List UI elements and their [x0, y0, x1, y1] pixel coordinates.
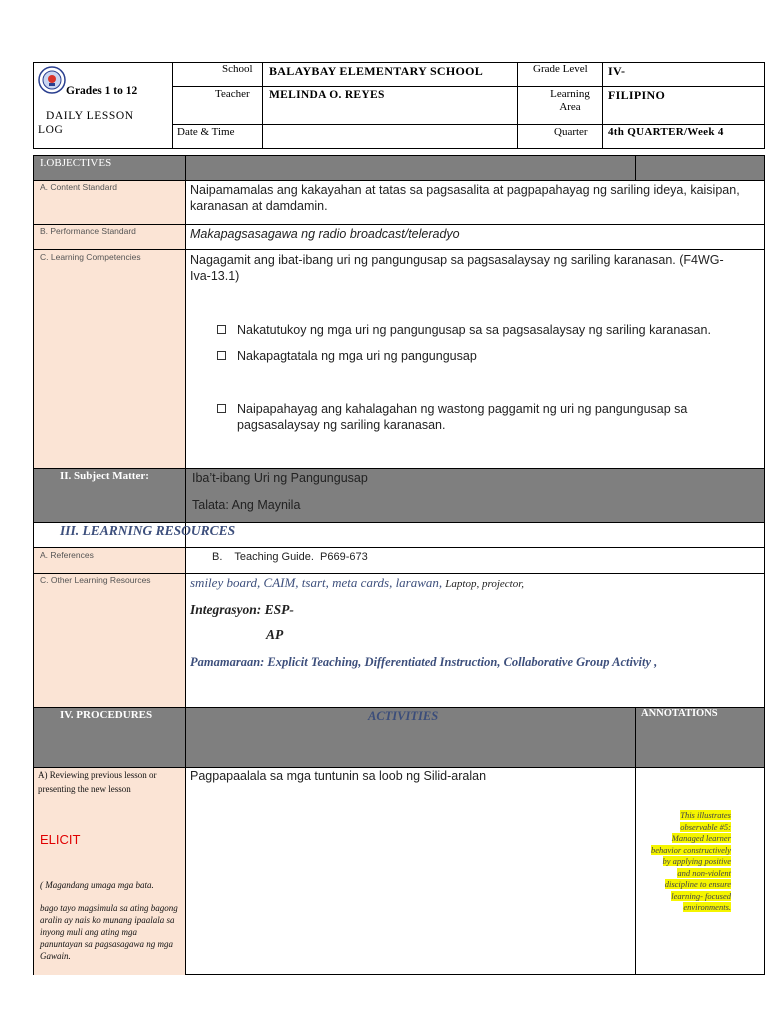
grades-label: Grades 1 to 12 [66, 85, 138, 97]
step-a-label: A) Reviewing previous lesson or presenting the new lesson [38, 770, 157, 794]
school-label: School [222, 63, 253, 75]
pamamaraan-text: Pamamaraan: Explicit Teaching, Differentiated Instruction, Collaborative Group Activity , [190, 655, 658, 669]
annotation-note-text: This illustrates observable #5: Managed learner behavior constructively by applying positive and non-violent discipline to ensure learning- focused environments. [650, 810, 731, 912]
materials-text: smiley board, CAIM, tsart, meta cards, larawan, [190, 575, 443, 590]
performance-standard-label: B. Performance Standard [40, 226, 136, 236]
learning-competencies-text: Nagagamit ang ibat-ibang uri ng pangungusap sa pagsasalaysay ng sariling karanasan. (F4WG- Iva-13.1) [190, 253, 724, 283]
quarter-value: 4th QUARTER/Week 4 [608, 126, 724, 138]
objective-item: Nakatutukoy ng mga uri ng pangungusap sa sa pagsasalaysay ng sariling karanasan. [237, 323, 711, 337]
deped-seal-icon [38, 66, 66, 94]
objective-item: Naipapahayag ang kahalagahan ng wastong paggamit ng uri ng pangungusap sa pagsasalaysay ng sariling karanasan. [237, 402, 688, 432]
greeting-text: ( Magandang umaga mga bata. [40, 880, 154, 890]
learning-competencies-label: C. Learning Competencies [40, 252, 141, 262]
checkbox-icon [217, 351, 226, 360]
elicit-label: ELICIT [40, 832, 81, 847]
materials-extra-text: Laptop, projector, [445, 578, 525, 590]
subject-matter-talata: Talata: Ang Maynila [192, 498, 301, 512]
subject-matter-label: II. Subject Matter: [60, 470, 149, 482]
learning-area-label: Learning Area [550, 88, 590, 113]
teacher-label: Teacher [215, 88, 250, 100]
checkbox-icon [217, 404, 226, 413]
objective-item: Nakapagtatala ng mga uri ng pangungusap [237, 349, 477, 363]
procedures-heading: IV. PROCEDURES [60, 709, 153, 721]
activities-heading: ACTIVITIES [368, 709, 439, 723]
references-text: B. Teaching Guide. P669-673 [212, 551, 368, 563]
integrasyon-text: Integrasyon: ESP- [190, 602, 294, 617]
other-resources-label: C. Other Learning Resources [40, 575, 151, 585]
daily-lesson-log-title: DAILY LESSON LOG [38, 110, 134, 136]
grade-level-label: Grade Level [533, 63, 588, 75]
grade-level-value: IV- [608, 64, 626, 78]
annotations-heading: ANNOTATIONS [641, 708, 718, 719]
subject-matter-topic: Iba’t-ibang Uri ng Pangungusap [192, 471, 368, 485]
content-standard-label: A. Content Standard [40, 182, 118, 192]
teacher-value: MELINDA O. REYES [269, 89, 385, 101]
greeting-body-text: bago tayo magsimula sa ating bagong aralin ay nais ko munang ipaalala sa inyong muli ang ating mga panuntayan sa pagsasagawa ng mga Gawain. [40, 903, 178, 961]
checkbox-icon [217, 325, 226, 334]
content-standard-text: Naipamamalas ang kakayahan at tatas sa pagsasalita at pagpapahayag ng sariling ideya, kaisipan, karanasan at damdamin. [190, 183, 740, 213]
materials-line [190, 575, 524, 592]
ap-text: AP [266, 627, 284, 642]
objectives-heading: I.OBJECTIVES [40, 157, 112, 169]
step-a-activity-text: Pagpapaalala sa mga tuntunin sa loob ng Silid-aralan [190, 769, 487, 783]
annotation-note [649, 810, 731, 914]
references-label: A. References [40, 550, 94, 560]
performance-standard-text: Makapagsasagawa ng radio broadcast/teleradyo [190, 227, 460, 241]
school-value: BALAYBAY ELEMENTARY SCHOOL [269, 64, 484, 78]
learning-resources-heading: III. LEARNING RESOURCES [60, 523, 236, 538]
date-time-label: Date & Time [177, 126, 235, 138]
lesson-log-header [33, 62, 765, 149]
quarter-label: Quarter [554, 126, 588, 138]
learning-area-value: FILIPINO [608, 88, 666, 102]
